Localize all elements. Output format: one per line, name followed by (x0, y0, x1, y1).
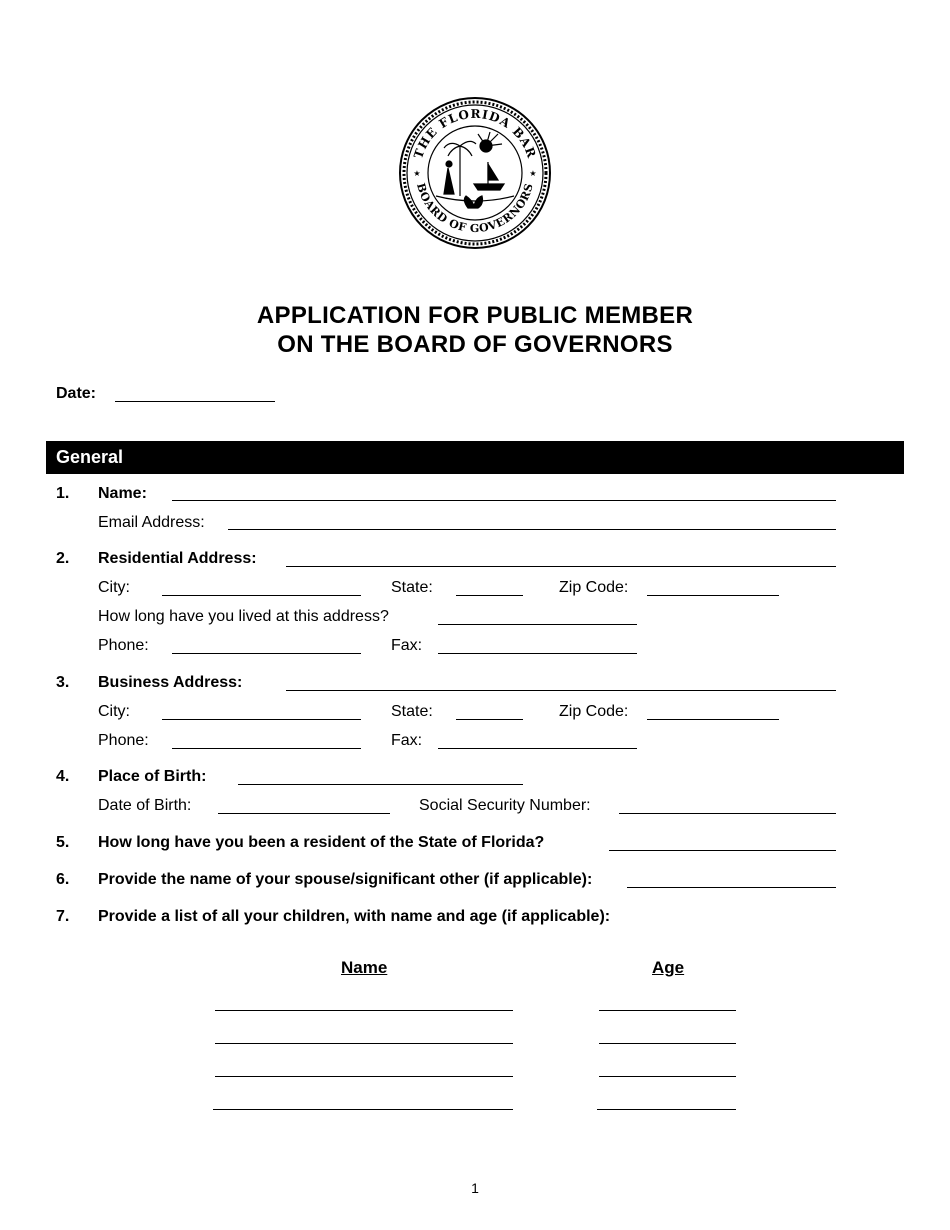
page-number: 1 (471, 1180, 479, 1196)
child-name-field-1[interactable] (215, 1010, 513, 1011)
res-zip-label: Zip Code: (559, 579, 629, 596)
page-title-line-1: APPLICATION FOR PUBLIC MEMBER (256, 302, 694, 329)
children-name-header: Name (341, 958, 388, 977)
ssn-label: Social Security Number: (419, 797, 591, 814)
email-label: Email Address: (98, 514, 205, 531)
residential-address-label: Residential Address: (98, 550, 257, 567)
res-phone-label: Phone: (98, 637, 149, 654)
q7-number: 7. (56, 908, 70, 925)
how-long-address-field[interactable] (438, 624, 637, 625)
dob-field[interactable] (218, 813, 390, 814)
date-field[interactable] (115, 401, 275, 402)
spouse-label: Provide the name of your spouse/significant other (if applicable): (98, 871, 593, 888)
children-age-header: Age (652, 958, 685, 977)
bus-phone-label: Phone: (98, 732, 149, 749)
bus-city-field[interactable] (162, 719, 361, 720)
child-name-field-2[interactable] (215, 1043, 513, 1044)
child-age-field-3[interactable] (599, 1076, 736, 1077)
children-label: Provide a list of all your children, with name and age (if applicable): (98, 908, 611, 925)
page-title-line-2: ON THE BOARD OF GOVERNORS (277, 331, 673, 358)
seal-top-text: THE FLORIDA BAR (411, 106, 539, 161)
bus-zip-label: Zip Code: (559, 703, 629, 720)
section-header-general: General (46, 441, 904, 474)
bus-city-label: City: (98, 703, 130, 720)
seal-bottom-text: BOARD OF GOVERNORS (414, 181, 536, 236)
child-name-field-3[interactable] (215, 1076, 513, 1077)
res-phone-field[interactable] (172, 653, 361, 654)
q1-number: 1. (56, 485, 70, 502)
date-label: Date: (56, 385, 97, 402)
bus-phone-field[interactable] (172, 748, 361, 749)
q6-number: 6. (56, 871, 70, 888)
child-age-field-1[interactable] (599, 1010, 736, 1011)
business-address-field[interactable] (286, 690, 836, 691)
child-name-field-4[interactable] (213, 1109, 513, 1110)
svg-text:★: ★ (413, 169, 421, 178)
bus-state-field[interactable] (456, 719, 523, 720)
dob-label: Date of Birth: (98, 797, 192, 814)
q3-number: 3. (56, 674, 70, 691)
email-field[interactable] (228, 529, 836, 530)
res-zip-field[interactable] (647, 595, 779, 596)
child-age-field-2[interactable] (599, 1043, 736, 1044)
bus-fax-field[interactable] (438, 748, 637, 749)
florida-residency-field[interactable] (609, 850, 836, 851)
florida-bar-seal (398, 96, 552, 250)
residential-address-field[interactable] (286, 566, 836, 567)
res-fax-field[interactable] (438, 653, 637, 654)
res-city-label: City: (98, 579, 130, 596)
res-state-label: State: (391, 579, 433, 596)
how-long-address-label: How long have you lived at this address? (98, 608, 389, 625)
q4-number: 4. (56, 768, 70, 785)
name-field[interactable] (172, 500, 836, 501)
res-fax-label: Fax: (391, 637, 423, 654)
ssn-field[interactable] (619, 813, 836, 814)
bus-zip-field[interactable] (647, 719, 779, 720)
q1-name-label: Name: (98, 485, 147, 502)
florida-residency-label: How long have you been a resident of the State of Florida? (98, 834, 545, 851)
bus-fax-label: Fax: (391, 732, 423, 749)
q2-number: 2. (56, 550, 70, 567)
child-age-field-4[interactable] (597, 1109, 736, 1110)
place-of-birth-label: Place of Birth: (98, 768, 207, 785)
svg-text:★: ★ (529, 169, 537, 178)
place-of-birth-field[interactable] (238, 784, 523, 785)
bus-state-label: State: (391, 703, 433, 720)
business-address-label: Business Address: (98, 674, 243, 691)
q5-number: 5. (56, 834, 70, 851)
res-city-field[interactable] (162, 595, 361, 596)
res-state-field[interactable] (456, 595, 523, 596)
spouse-field[interactable] (627, 887, 836, 888)
